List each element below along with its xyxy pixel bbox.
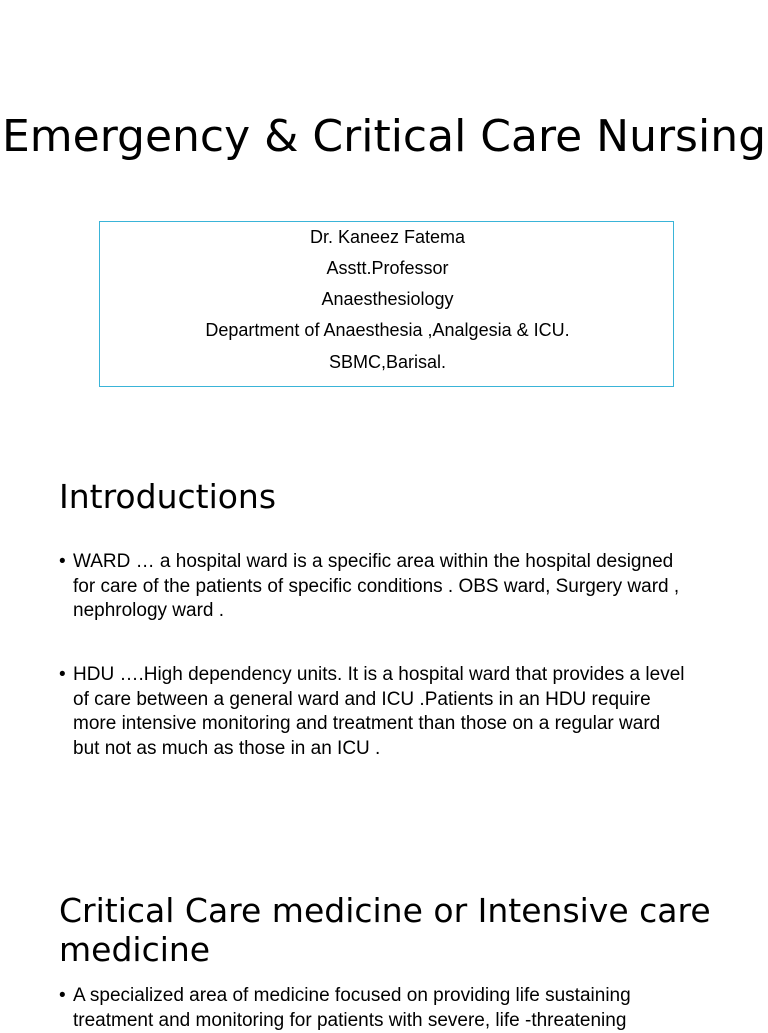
bullet-text: WARD … a hospital ward is a specific area within the hospital designed for care of the patients of specific conditions . OBS ward, Surgery ward , nephrology ward . xyxy=(73,551,680,621)
bullet-icon: • xyxy=(59,551,66,572)
bullet-icon: • xyxy=(59,664,66,685)
introductions-heading: Introductions xyxy=(59,477,277,516)
bullet-text: HDU ….High dependency units. It is a hospital ward that provides a level of care between a general ward and ICU .Patients in an HDU require more intensive monitoring and treatment than those on a regular ward but not as much as those in an ICU . xyxy=(73,664,685,759)
author-name: Dr. Kaneez Fatema xyxy=(309,227,466,247)
bullet-item-specialized-area xyxy=(59,984,689,1033)
bullet-item-hdu xyxy=(59,663,689,761)
bullet-item-ward xyxy=(59,550,689,624)
author-title: Asstt.Professor xyxy=(326,258,449,278)
critical-care-heading: Critical Care medicine or Intensive care medicine xyxy=(59,891,711,969)
bullet-icon: • xyxy=(59,985,66,1006)
author-specialty: Anaesthesiology xyxy=(321,289,454,309)
bullet-text: A specialized area of medicine focused on providing life sustaining treatment and monitoring for patients with severe, life -threatening xyxy=(73,985,631,1031)
slide-title: Emergency & Critical Care Nursing xyxy=(1,111,767,162)
subtitle-box xyxy=(99,221,674,387)
author-department: Department of Anaesthesia ,Analgesia & ICU. xyxy=(205,320,570,340)
author-institution: SBMC,Barisal. xyxy=(328,352,447,372)
